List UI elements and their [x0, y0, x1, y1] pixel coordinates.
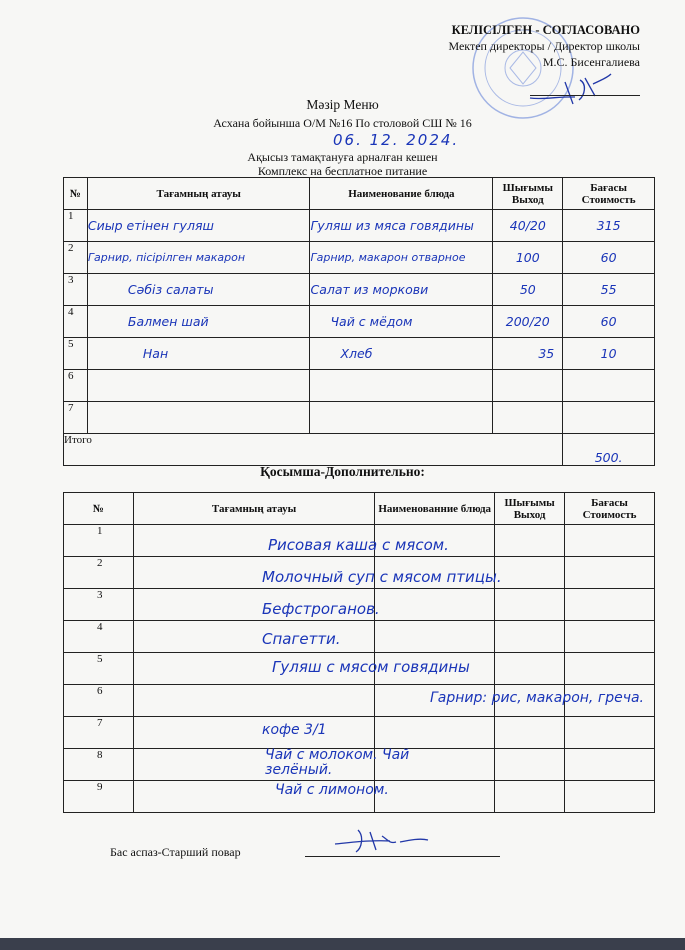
- table-row: 9: [64, 781, 655, 813]
- approval-title: КЕЛІСІЛГЕН - СОГЛАСОВАНО: [451, 23, 640, 37]
- table-row: 6: [64, 685, 655, 717]
- col-name-kz: Тағамның атауы: [87, 178, 310, 210]
- col-name-ru: Наименование блюда: [310, 178, 493, 210]
- col-number: №: [64, 178, 88, 210]
- main-table-header: [64, 178, 655, 210]
- table-row: 7: [64, 402, 655, 434]
- subtitle-ru: Комплекс на бесплатное питание: [257, 164, 428, 178]
- extra-item-text: Молочный суп с мясом птицы.: [262, 568, 502, 586]
- col-number: №: [64, 493, 134, 525]
- extra-item-text: Бефстроганов.: [262, 600, 380, 618]
- total-value: 500.: [563, 434, 655, 466]
- extra-item-text: Рисовая каша с мясом.: [268, 536, 449, 554]
- approval-block: [448, 22, 640, 70]
- col-name-ru: Наименованние блюда: [375, 493, 495, 525]
- menu-title: Мәзір Меню: [306, 97, 379, 112]
- table-row: 1 Сиыр етінен гуляш Гуляш из мяса говядины 40/20 315: [64, 210, 655, 242]
- extra-item-text: Чай с молоком. Чай зелёный.: [265, 747, 410, 778]
- canteen-line: Асхана бойынша О/М №16 По столовой СШ № 16: [213, 116, 472, 130]
- col-price: Бағасы Стоимость: [565, 493, 655, 525]
- table-row: 6: [64, 370, 655, 402]
- table-total-row: [64, 434, 655, 466]
- extra-item-text: Спагетти.: [262, 630, 341, 648]
- col-price: Бағасы Стоимость: [563, 178, 655, 210]
- total-label: Итого: [64, 434, 563, 466]
- col-output: Шығымы Выход: [495, 493, 565, 525]
- menu-date: 06. 12. 2024.: [333, 131, 460, 149]
- col-output: Шығымы Выход: [493, 178, 563, 210]
- table-row: 2 Гарнир, пісірілген макарон Гарнир, макарон отварное 100 60: [64, 242, 655, 274]
- table-row: 7: [64, 717, 655, 749]
- extra-item-text: кофе 3/1: [262, 722, 327, 738]
- chef-signature-line: [305, 856, 500, 857]
- approval-name: М.С. Бисенгалиева: [542, 55, 640, 69]
- chef-label: Бас аспаз-Старший повар: [110, 845, 241, 859]
- table-row: 4 Балмен шай Чай с мёдом 200/20 60: [64, 306, 655, 338]
- table-row: 5 Нан Хлеб 35 10: [64, 338, 655, 370]
- table-row: 8: [64, 749, 655, 781]
- scanner-edge: [0, 938, 685, 950]
- extra-section-title: Қосымша-Дополнительно:: [260, 464, 425, 479]
- col-name-kz: Тағамның атауы: [133, 493, 374, 525]
- table-row: 4: [64, 621, 655, 653]
- approval-signature-line: [530, 95, 640, 96]
- table-row: 3: [64, 589, 655, 621]
- extra-item-text: Гарнир: рис, макарон, греча.: [430, 690, 644, 706]
- approval-role: Мектеп директоры / Директор школы: [448, 39, 640, 53]
- table-row: 3 Сәбіз салаты Салат из моркови 50 55: [64, 274, 655, 306]
- subtitle-kz: Ақысыз тамақтануға арналған кешен: [247, 150, 438, 164]
- extra-item-text: Чай с лимоном.: [275, 782, 389, 798]
- table-row: 5: [64, 653, 655, 685]
- chef-signature: [330, 822, 430, 858]
- main-menu-table: [63, 177, 655, 466]
- table-row: 2: [64, 557, 655, 589]
- table-row: 1: [64, 525, 655, 557]
- extra-item-text: Гуляш с мясом говядины: [272, 658, 470, 676]
- extra-table-header: [64, 493, 655, 525]
